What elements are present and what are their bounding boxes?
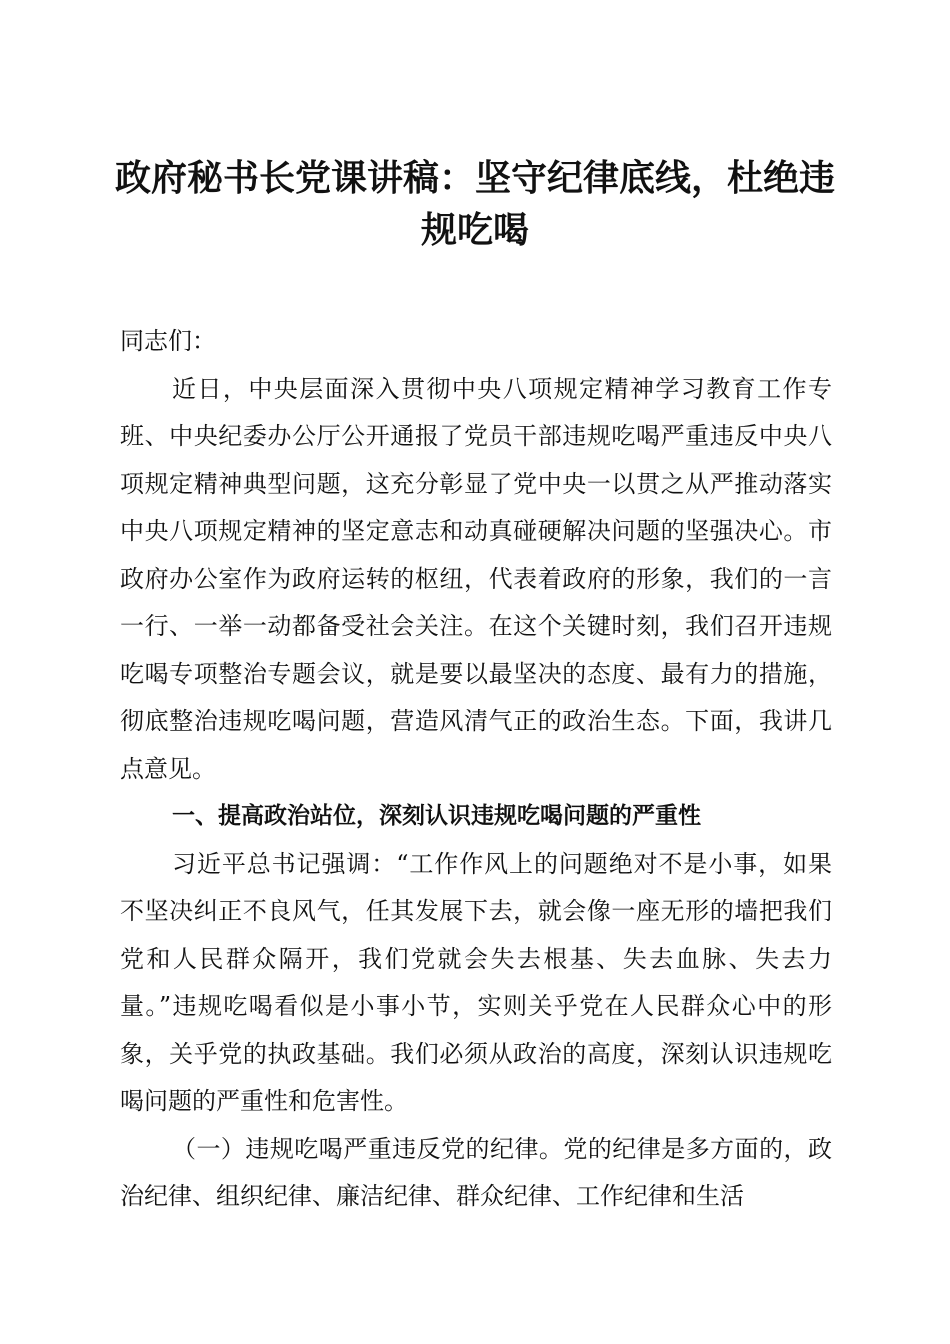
section-paragraph-subpoint: （一）违规吃喝严重违反党的纪律。党的纪律是多方面的，政治纪律、组织纪律、廉洁纪律、群众纪律、工作纪律和生活 [120,1134,832,1210]
intro-paragraph: 近日，中央层面深入贯彻中央八项规定精神学习教育工作专班、中央纪委办公厅公开通报了党员干部违规吃喝严重违反中央八项规定精神典型问题，这充分彰显了党中央一以贯之从严推动落实中央八项规定精神的坚定意志和动真碰硬解决问题的坚强决心。市政府办公室作为政府运转的枢纽，代表着政府的形象，我们的一言一行、一举一动都备受社会关注。在这个关键时刻，我们召开违规吃喝专项整治专题会议，就是要以最坚决的态度、最有力的措施，彻底整治违规吃喝问题，营造风清气正的政治生态。下面，我讲几点意见。 [120,374,832,783]
document-body [120,318,832,1221]
salutation: 同志们： [120,327,216,355]
document-title: 政府秘书长党课讲稿：坚守纪律底线，杜绝违规吃喝 [114,157,835,251]
section-heading: 一、提高政治站位，深刻认识违规吃喝问题的严重性 [172,803,701,829]
section-paragraph-quote: 习近平总书记强调：“工作作风上的问题绝对不是小事，如果不坚决纠正不良风气，任其发展下去，就会像一座无形的墙把我们党和人民群众隔开，我们党就会失去根基、失去血脉、失去力量。”违规吃喝看似是小事小节，实则关乎党在人民群众心中的形象，关乎党的执政基础。我们必须从政治的高度，深刻认识违规吃喝问题的严重性和危害性。 [120,849,832,1115]
